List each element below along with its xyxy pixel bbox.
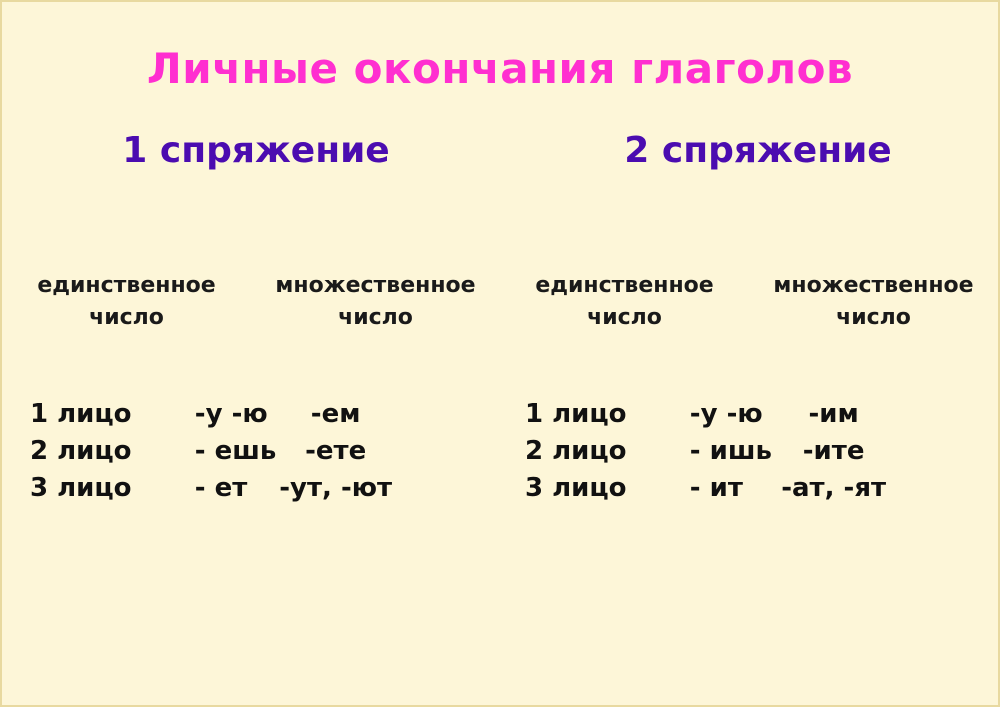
conj1-singular-1: -у -ю [194, 398, 268, 429]
conj2-person-3: 3 лицо [525, 472, 627, 503]
conj1-singular-header-line1: единственное [37, 273, 216, 298]
conj2-plural-header-line1: множественное [773, 273, 974, 298]
conj1-plural-header-line1: множественное [275, 273, 476, 298]
conj1-singular-header [2, 270, 251, 334]
conj1-plural-2: -ете [305, 435, 367, 466]
table-row [2, 395, 998, 432]
conj2-singular-3: - ит [689, 472, 743, 503]
conj1-plural-3: -ут, -ют [279, 472, 393, 503]
conj2-singular-2: - ишь [689, 435, 772, 466]
conj2-plural-1: -им [808, 398, 859, 429]
conj1-person-1: 1 лицо [30, 398, 132, 429]
conj1-plural-header-line2: число [338, 304, 413, 330]
page-title: Личные окончания глаголов [146, 44, 854, 93]
conj1-singular-3: - ет [194, 472, 248, 503]
conj1-singular-2: - ешь [194, 435, 277, 466]
conj2-person-2: 2 лицо [525, 435, 627, 466]
table-row [2, 469, 998, 506]
conj1-plural-header [251, 270, 500, 334]
conj2-person-1: 1 лицо [525, 398, 627, 429]
number-column-headers [2, 270, 998, 334]
conj2-plural-header-line2: число [836, 304, 911, 330]
conj2-plural-2: -ите [802, 435, 865, 466]
conjugation-2-heading: 2 спряжение [624, 130, 892, 171]
conj2-singular-header [500, 270, 749, 334]
conj2-singular-header-line2: число [587, 304, 662, 330]
conj2-singular-header-line1: единственное [535, 273, 714, 298]
conj1-plural-1: -ем [310, 398, 361, 429]
conj2-singular-1: -у -ю [689, 398, 763, 429]
conj2-plural-3: -ат, -ят [781, 472, 887, 503]
conjugation-column-2 [500, 130, 998, 171]
conj1-singular-header-line2: число [89, 304, 164, 330]
conjugation-column-1 [2, 130, 500, 171]
table-row [2, 432, 998, 469]
conj2-plural-header [749, 270, 998, 334]
conj1-person-2: 2 лицо [30, 435, 132, 466]
endings-table [2, 395, 998, 506]
conj1-person-3: 3 лицо [30, 472, 132, 503]
conjugation-headings [2, 130, 998, 171]
conjugation-1-heading: 1 спряжение [122, 130, 390, 171]
